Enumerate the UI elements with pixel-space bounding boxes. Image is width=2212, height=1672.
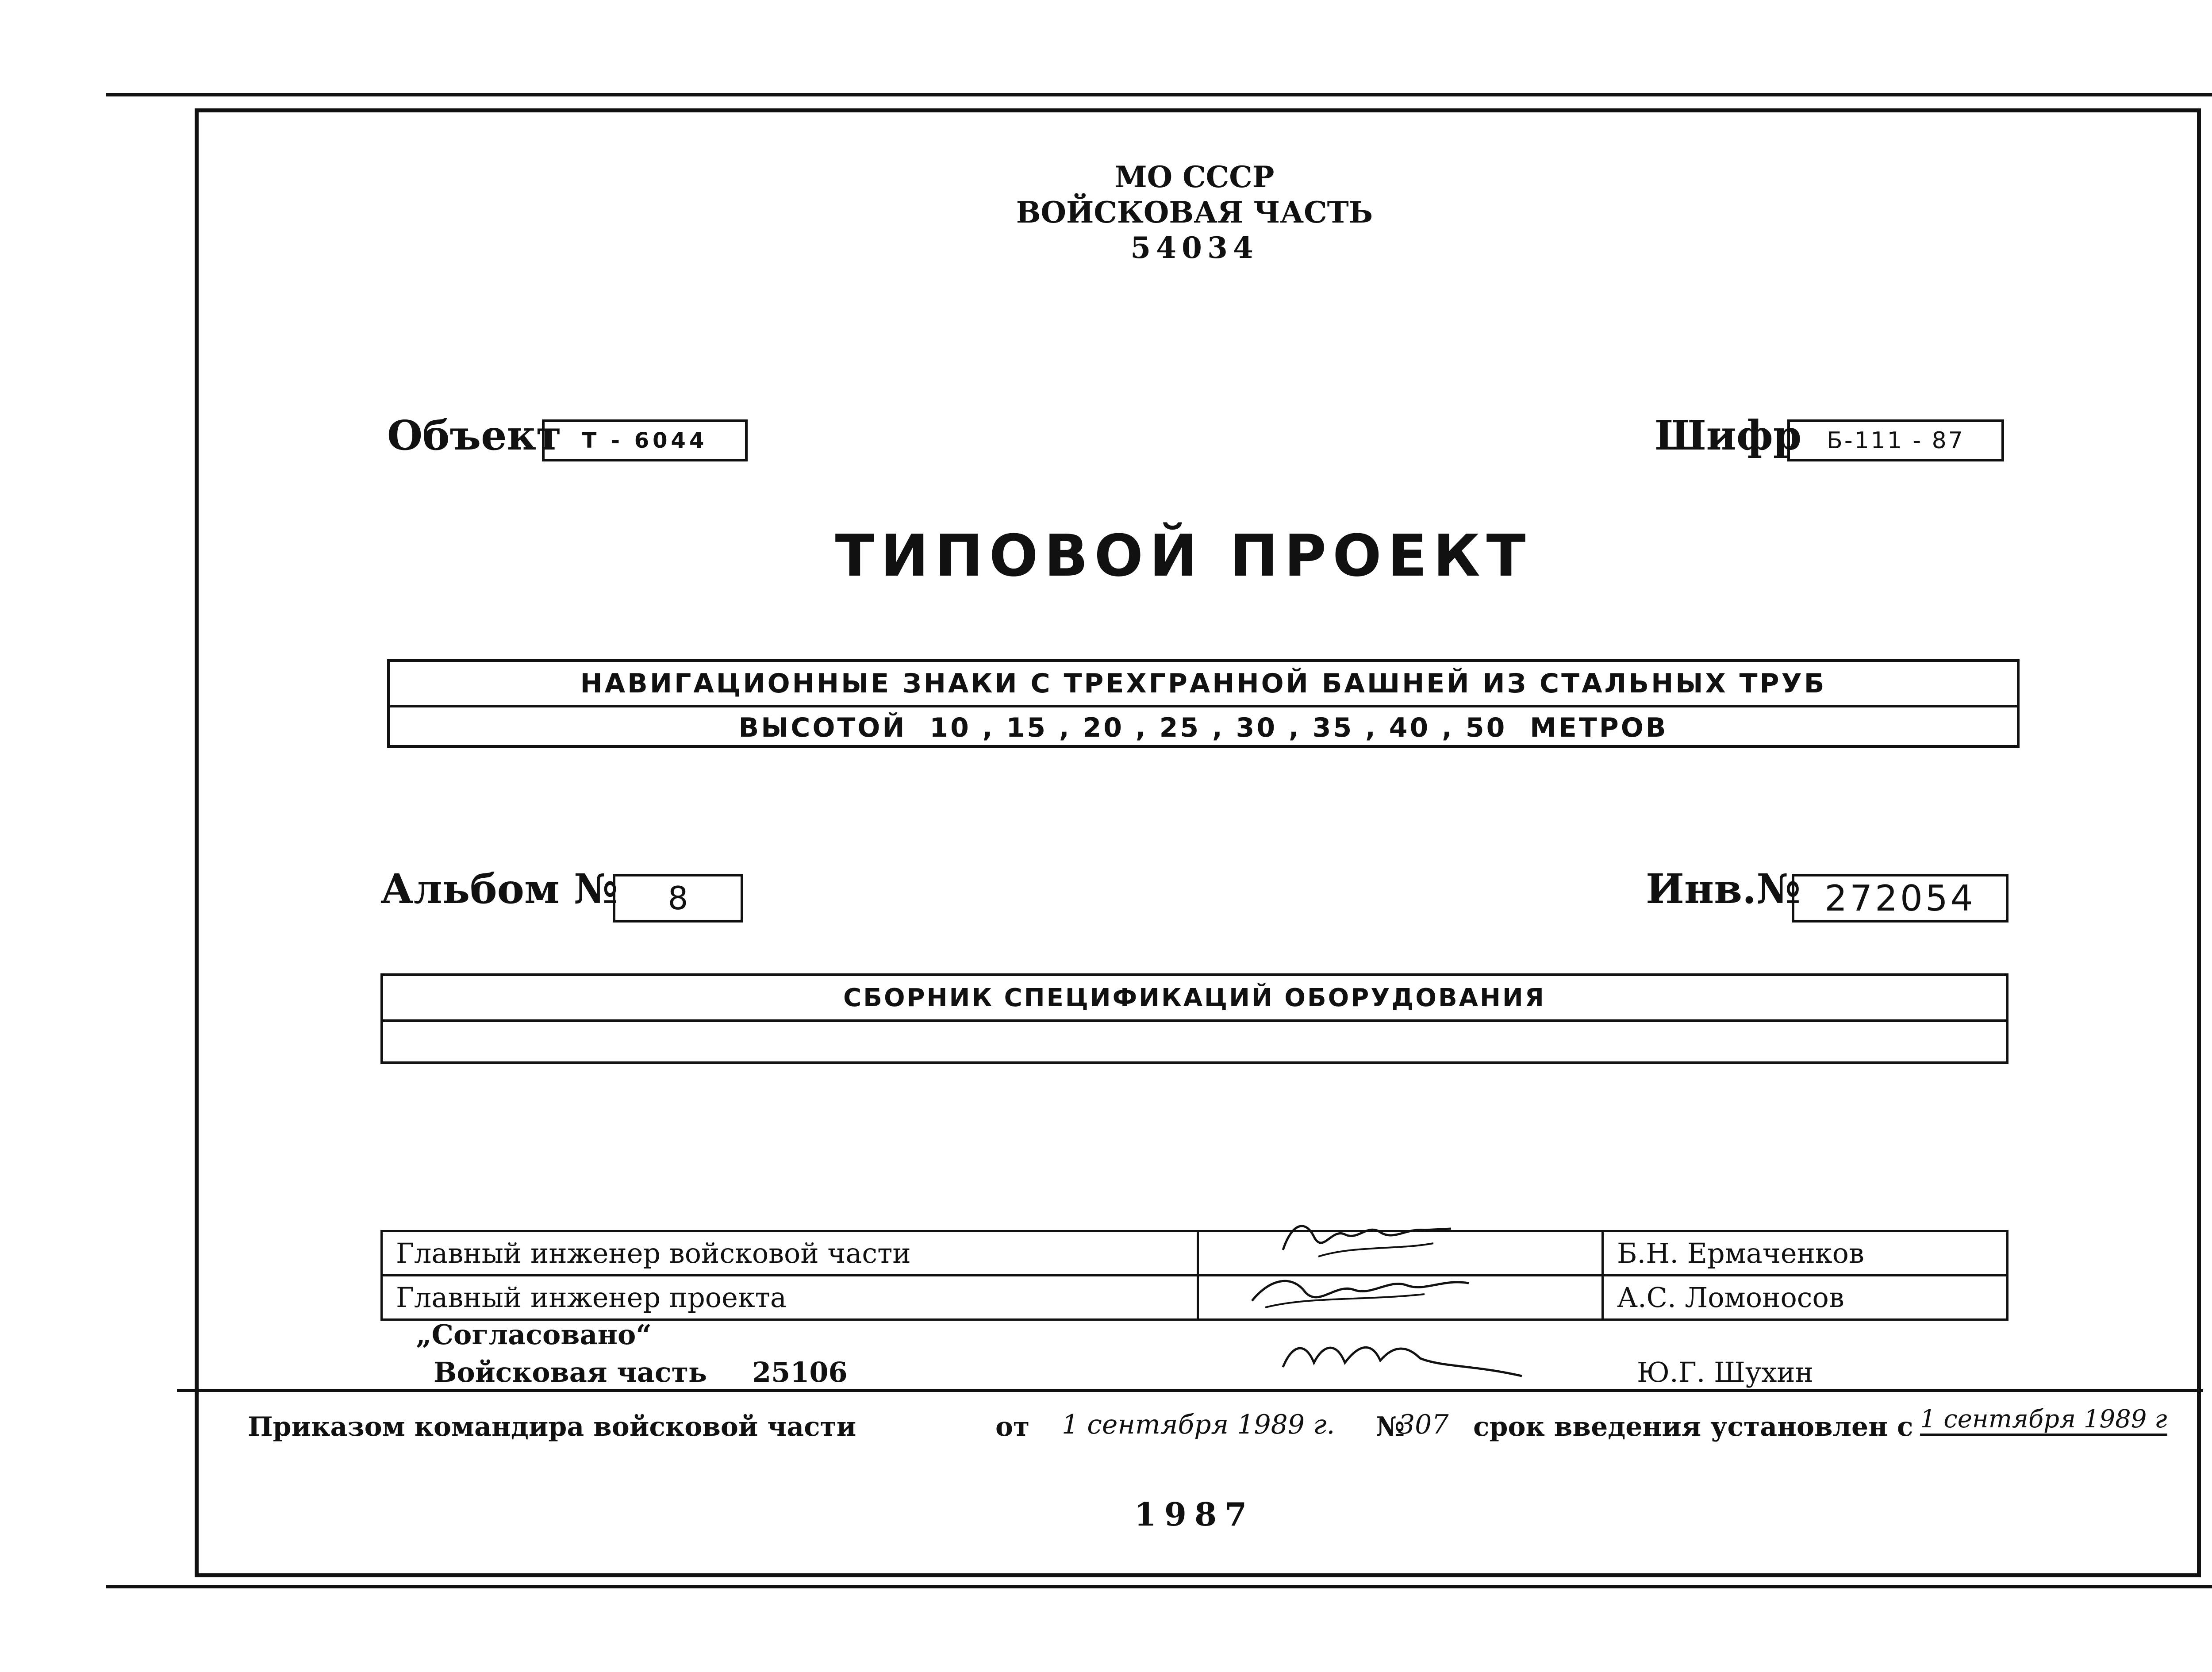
inventory-number: 272054 [1792, 874, 2008, 922]
order-prefix: Приказом командира войсковой части [248, 1411, 856, 1442]
subject-line-1: НАВИГАЦИОННЫЕ ЗНАКИ С ТРЕХГРАННОЙ БАШНЕЙ ИЗ СТАЛЬНЫХ ТРУБ [390, 662, 2017, 707]
ministry-line: МО СССР [1114, 160, 1275, 194]
object-value: Т - 6044 [542, 419, 748, 461]
cipher-value: Б-111 - 87 [1787, 419, 2004, 461]
subject-line-2: ВЫСОТОЙ 10 , 15 , 20 , 25 , 30 , 35 , 40 , 50 МЕТРОВ [738, 712, 1668, 743]
agreed-label: „Согласовано“ [416, 1318, 652, 1351]
order-term-text: срок введения установлен с [1473, 1411, 1913, 1442]
handwritten-signature-icon [1274, 1327, 1540, 1380]
contents-line-2 [383, 1022, 2006, 1064]
signature-name: Б.Н. Ермаченков [1603, 1231, 2008, 1276]
order-term-date: 1 сентября 1989 г [1920, 1405, 2167, 1436]
unit-number-line: 54034 [1130, 231, 1259, 265]
cipher-label: Шифр [1655, 411, 1802, 459]
signature-cell [1198, 1276, 1603, 1320]
subject-box [387, 659, 2020, 748]
unit-line: ВОЙСКОВАЯ ЧАСТЬ [1016, 195, 1373, 230]
signature-table [380, 1230, 2008, 1321]
separator-line [177, 1389, 2203, 1392]
agreed-unit-number: 25106 [752, 1356, 848, 1388]
order-date: 1 сентября 1989 г. [1062, 1409, 1335, 1440]
handwritten-signature-icon [1239, 1265, 1486, 1314]
handwritten-signature-icon [1265, 1219, 1504, 1259]
order-number: 307 [1398, 1409, 1449, 1440]
signature-row [382, 1276, 2008, 1320]
album-label: Альбом № [380, 865, 618, 913]
outer-frame-bottom [106, 1585, 2212, 1588]
album-number: 8 [613, 874, 743, 922]
signature-name: А.С. Ломоносов [1603, 1276, 2008, 1320]
signature-row [382, 1231, 2008, 1276]
signature-role: Главный инженер проекта [382, 1276, 1198, 1320]
order-number-label: № [1376, 1411, 1405, 1442]
contents-line-1: СБОРНИК СПЕЦИФИКАЦИЙ ОБОРУДОВАНИЯ [383, 976, 2006, 1022]
order-from-label: от [995, 1411, 1030, 1442]
organization-header [885, 159, 1504, 265]
object-label: Объект [387, 411, 562, 459]
signature-role: Главный инженер войсковой части [382, 1231, 1198, 1276]
document-year: 1987 [1134, 1495, 1255, 1533]
agreed-name: Ю.Г. Шухин [1637, 1356, 1814, 1388]
inventory-label: Инв.№ [1646, 865, 1801, 913]
document-title: ТИПОВОЙ ПРОЕКТ [835, 522, 1532, 589]
contents-box [380, 973, 2008, 1064]
agreed-unit-label: Войсковая часть [434, 1356, 707, 1388]
